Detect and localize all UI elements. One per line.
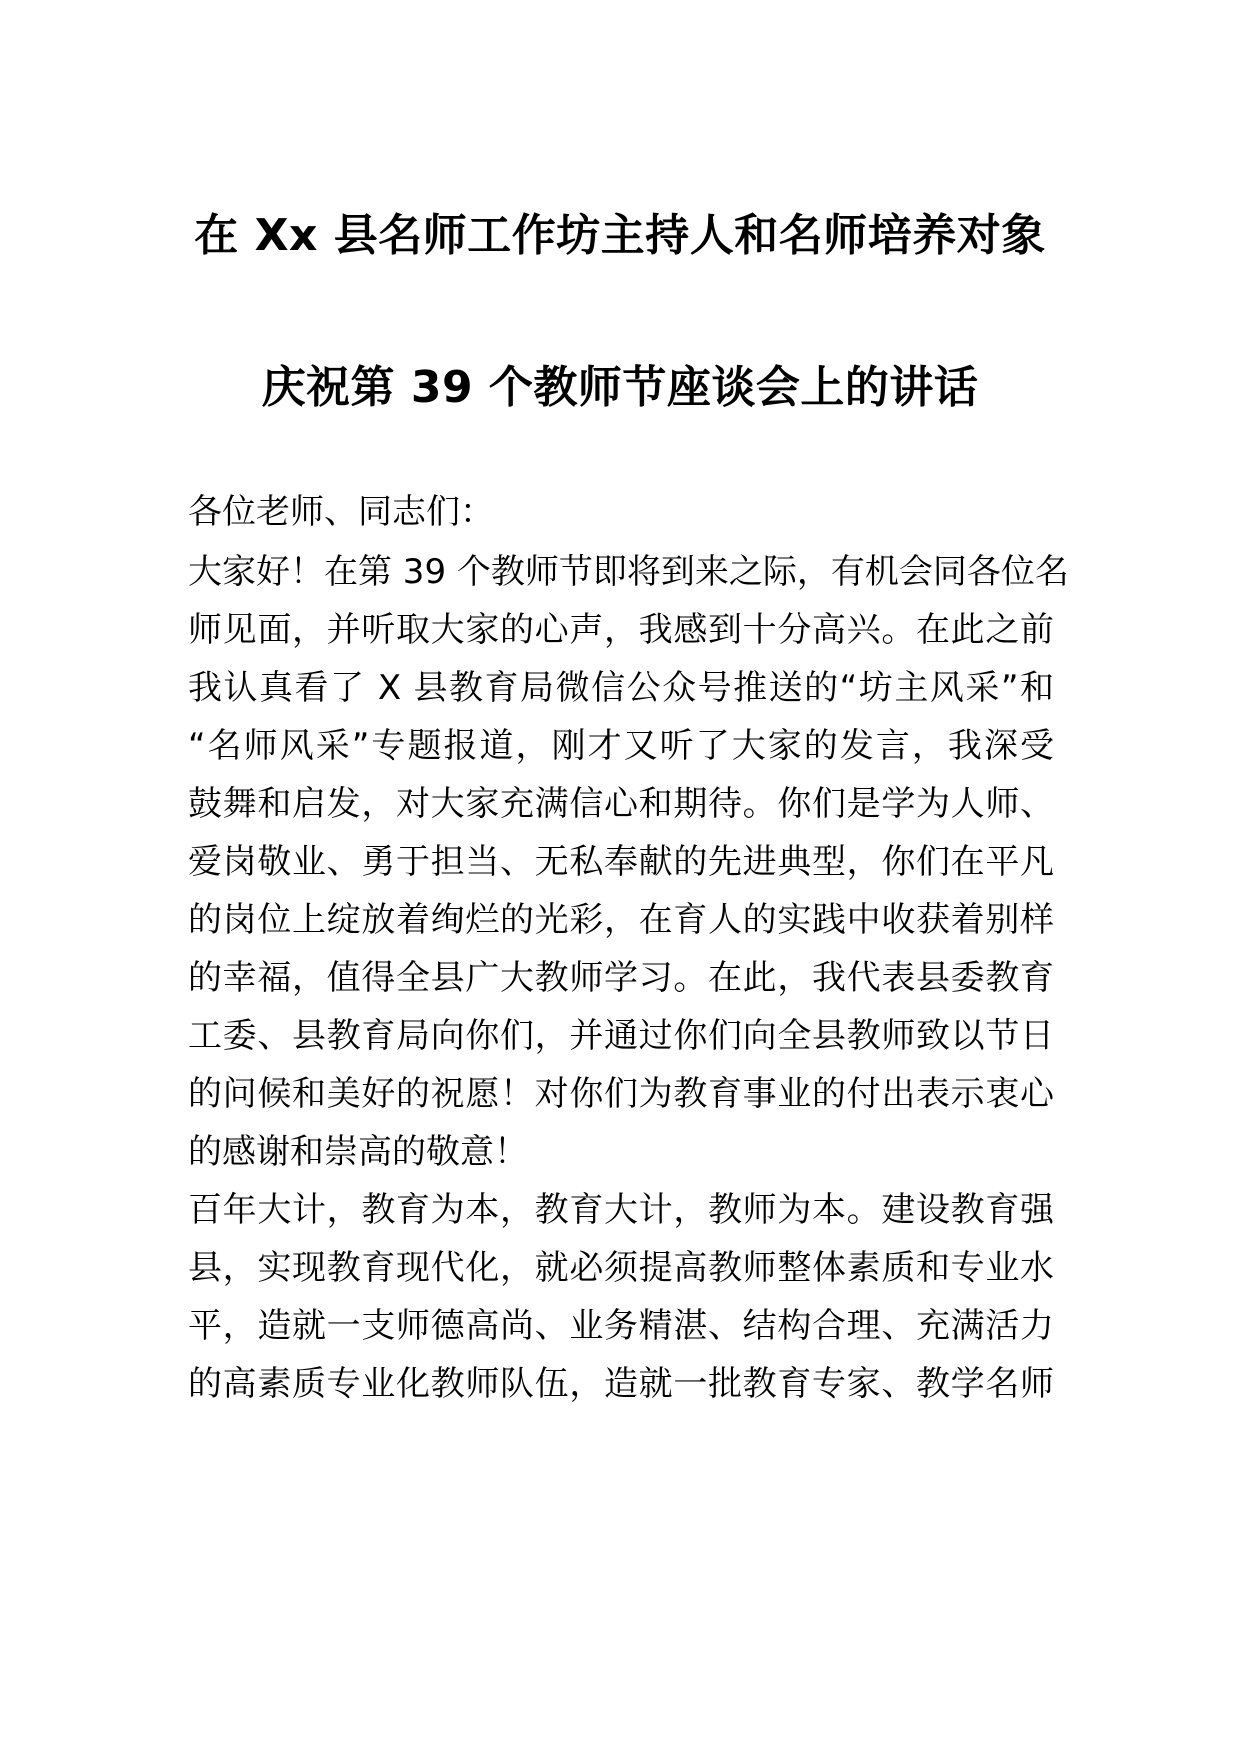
body-line: 的问候和美好的祝愿！对你们为教育事业的付出表示衷心 [188,1074,1054,1114]
body-line: 我认真看了 X 县教育局微信公众号推送的“坊主风采”和 [188,668,1054,708]
body-line: 平，造就一支师德高尚、业务精湛、结构合理、充满活力 [188,1306,1054,1346]
body-line: 的幸福，值得全县广大教师学习。在此，我代表县委教育 [188,958,1054,998]
document-title-line-2: 庆祝第 39 个教师节座谈会上的讲话 [261,362,979,413]
body-line: 大家好！在第 39 个教师节即将到来之际，有机会同各位名 [188,552,1069,592]
document-title-line-1: 在 Xx 县名师工作坊主持人和名师培养对象 [194,210,1046,261]
body-line: 的感谢和崇高的敬意！ [188,1132,528,1172]
body-line: 师见面，并听取大家的心声，我感到十分高兴。在此之前 [188,610,1054,650]
body-line: 百年大计，教育为本，教育大计，教师为本。建设教育强 [188,1190,1054,1230]
body-line: 的高素质专业化教师队伍，造就一批教育专家、教学名师 [188,1364,1054,1404]
body-line: 工委、县教育局向你们，并通过你们向全县教师致以节日 [188,1016,1054,1056]
greeting-line: 各位老师、同志们： [188,492,494,532]
body-line: “名师风采”专题报道，刚才又听了大家的发言，我深受 [188,726,1054,766]
body-line: 县，实现教育现代化，就必须提高教师整体素质和专业水 [188,1248,1054,1288]
body-line: 的岗位上绽放着绚烂的光彩，在育人的实践中收获着别样 [188,900,1054,940]
body-line: 鼓舞和启发，对大家充满信心和期待。你们是学为人师、 [188,784,1054,824]
body-line: 爱岗敬业、勇于担当、无私奉献的先进典型，你们在平凡 [188,842,1054,882]
